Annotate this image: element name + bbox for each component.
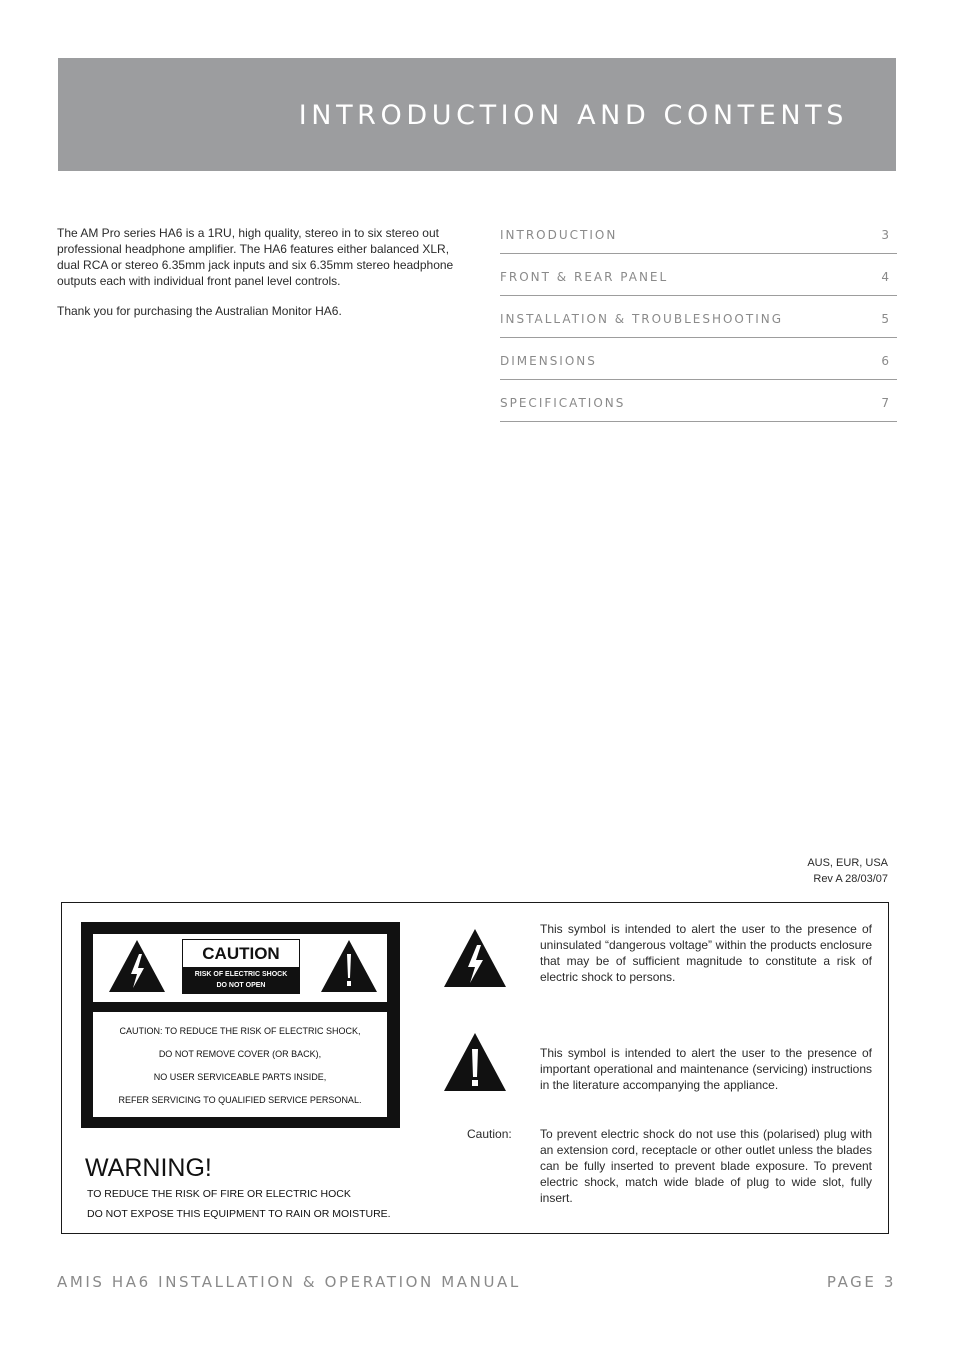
toc-item-page: 5	[881, 312, 889, 326]
voltage-symbol-description: This symbol is intended to alert the user to the presence of uninsulated “dangerous voltage” within the products enclosure that may be of sufficient magnitude to constitute a risk of electric shock to persons.	[540, 922, 872, 984]
footer-manual-title: AMIS HA6 INSTALLATION & OPERATION MANUAL	[57, 1273, 521, 1291]
table-of-contents	[500, 212, 897, 422]
toc-item-label: INTRODUCTION	[500, 228, 618, 242]
warning-line: DO NOT EXPOSE THIS EQUIPMENT TO RAIN OR MOISTURE.	[87, 1208, 391, 1220]
toc-item-label: SPECIFICATIONS	[500, 396, 626, 410]
toc-item-label: DIMENSIONS	[500, 354, 597, 368]
toc-item-page: 3	[881, 228, 889, 242]
warning-title: WARNING!	[85, 1154, 212, 1182]
exclamation-symbol-icon	[442, 1031, 508, 1093]
toc-item-label: INSTALLATION & TROUBLESHOOTING	[500, 312, 784, 326]
intro-paragraph: The AM Pro series HA6 is a 1RU, high quality, stereo in to six stereo out professional headphone amplifier. The HA6 features either balanced XLR, dual RCA or stereo 6.35mm jack inputs and six 6.35mm stereo headphone outputs each with individual front panel level controls.	[57, 226, 454, 288]
toc-item-page: 7	[881, 396, 889, 410]
caution-tag: Caution:	[467, 1127, 512, 1141]
caution-panel-top	[93, 934, 387, 1002]
lightning-symbol-icon	[442, 927, 508, 989]
toc-item-page: 6	[881, 354, 889, 368]
warning-line: TO REDUCE THE RISK OF FIRE OR ELECTRIC HOCK	[87, 1188, 351, 1200]
caution-sign-line: DO NOT OPEN	[216, 982, 266, 989]
caution-sign	[182, 939, 300, 994]
intro-text	[57, 225, 472, 333]
safety-notice-box	[61, 902, 889, 1234]
exclamation-symbol-description: This symbol is intended to alert the user to the presence of important operational and maintenance (servicing) instructions in the literature accompanying the appliance.	[540, 1046, 872, 1092]
caution-sign-title: CAUTION	[183, 940, 299, 967]
intro-paragraph: Thank you for purchasing the Australian Monitor HA6.	[57, 304, 342, 318]
exclamation-warning-icon	[319, 938, 379, 994]
caution-sign-line: RISK OF ELECTRIC SHOCK	[194, 971, 288, 978]
header-banner	[58, 58, 896, 171]
plug-caution-text: To prevent electric shock do not use this (polarised) plug with an extension cord, receptacle or other outlet unless the blades can be fully inserted to prevent blade exposure. To prevent electric shock, match wide blade of plug to wide slot, fully insert.	[540, 1127, 872, 1205]
toc-item-specifications[interactable]	[500, 380, 897, 422]
region-markets: AUS, EUR, USA	[807, 857, 888, 869]
caution-label-panel	[81, 922, 400, 1128]
toc-item-label: FRONT & REAR PANEL	[500, 270, 669, 284]
region-revision	[807, 855, 888, 887]
toc-item-introduction[interactable]	[500, 212, 897, 254]
toc-item-page: 4	[881, 270, 889, 284]
caution-panel-text	[93, 1012, 387, 1117]
footer-page-number: PAGE 3	[826, 1273, 896, 1291]
revision-label: Rev A 28/03/07	[813, 873, 888, 885]
toc-item-front-rear-panel[interactable]	[500, 254, 897, 296]
toc-item-installation[interactable]	[500, 296, 897, 338]
caution-line: REFER SERVICING TO QUALIFIED SERVICE PERSONAL.	[118, 1095, 362, 1105]
page-title: INTRODUCTION AND CONTENTS	[298, 100, 848, 131]
caution-line: CAUTION: TO REDUCE THE RISK OF ELECTRIC SHOCK,	[119, 1026, 361, 1036]
caution-line: NO USER SERVICEABLE PARTS INSIDE,	[153, 1072, 327, 1082]
lightning-warning-icon	[107, 938, 167, 994]
caution-line: DO NOT REMOVE COVER (OR BACK),	[158, 1049, 322, 1059]
toc-item-dimensions[interactable]	[500, 338, 897, 380]
